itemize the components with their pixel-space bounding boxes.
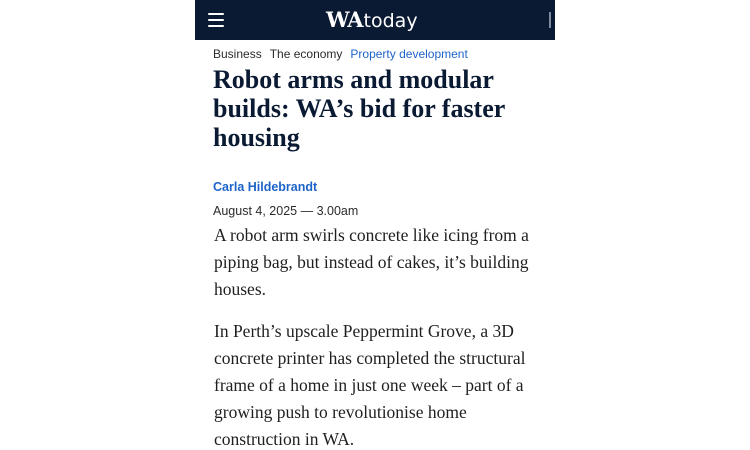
menu-line <box>208 25 224 27</box>
author-link[interactable]: Carla Hildebrandt <box>213 180 318 194</box>
article-paragraph: A robot arm swirls concrete like icing from a piping bag, but instead of cakes, it’s building houses. <box>214 225 529 299</box>
breadcrumb-property-development[interactable]: Property development <box>350 47 468 61</box>
publish-time: 3.00am <box>316 204 359 218</box>
scroll-indicator <box>549 12 551 28</box>
breadcrumb-the-economy[interactable]: The economy <box>269 47 343 61</box>
article-paragraph: In Perth’s upscale Peppermint Grove, a 3D concrete printer has completed the structural frame of a home in just one week – part of a growing push to revolutionise home construction in WA. <box>214 321 526 449</box>
hamburger-menu-icon[interactable] <box>208 13 224 27</box>
breadcrumb-business[interactable]: Business <box>213 47 262 61</box>
publish-date: August 4, 2025 <box>213 204 298 218</box>
mobile-page <box>195 0 555 450</box>
logo-today: today <box>363 10 418 32</box>
menu-line <box>208 13 224 15</box>
menu-line <box>208 19 224 21</box>
article-headline: Robot arms and modular builds: WA’s bid for faster housing <box>213 65 505 152</box>
date-time-separator: — <box>300 204 314 218</box>
logo-wa: WA <box>326 7 363 32</box>
site-logo[interactable] <box>326 7 418 33</box>
site-header <box>195 0 555 40</box>
breadcrumb <box>213 47 476 61</box>
publish-dateline <box>213 204 358 218</box>
